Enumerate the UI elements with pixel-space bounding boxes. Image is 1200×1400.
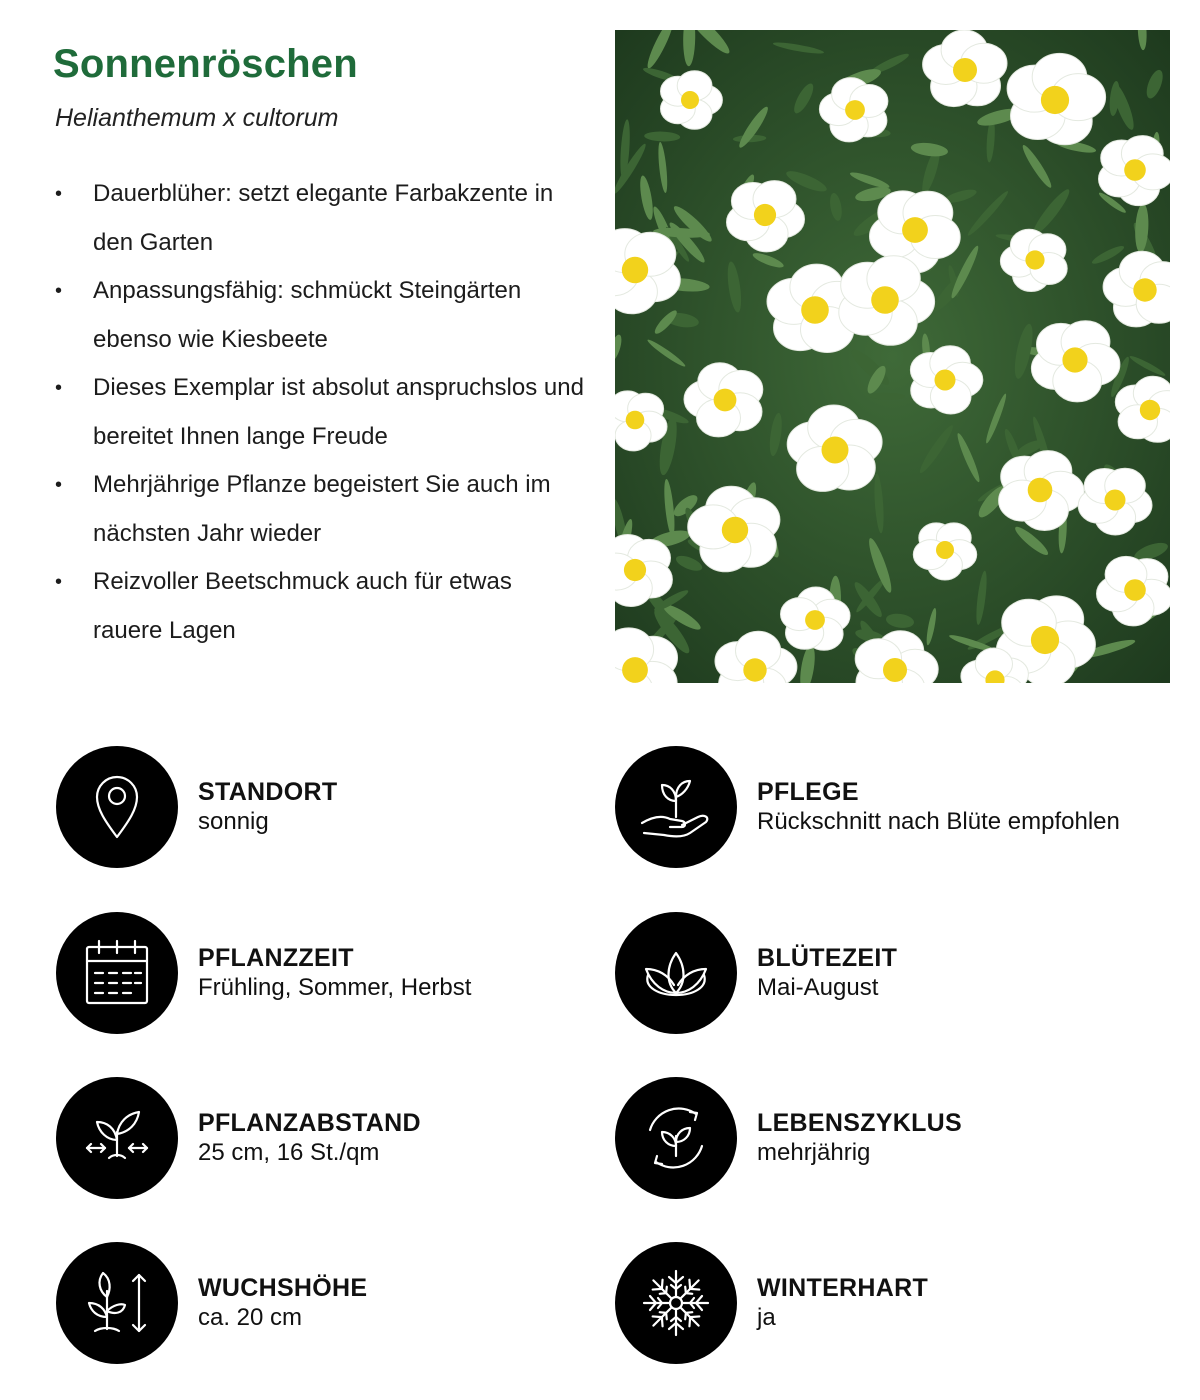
seedling-hand-icon (615, 746, 737, 868)
flower-center (622, 257, 648, 283)
info-label: PFLANZABSTAND (198, 1109, 421, 1137)
flower-center (822, 437, 849, 464)
flower-center (871, 286, 899, 314)
info-label: STANDORT (198, 778, 338, 806)
feature-text: Dieses Exemplar ist absolut anspruchslos und bereitet Ihnen lange Freude (93, 374, 584, 450)
flower-center (1133, 278, 1156, 301)
latin-name: Helianthemum x cultorum (55, 104, 339, 132)
flower-center (902, 217, 928, 243)
bullet-icon: • (55, 280, 63, 302)
product-photo (615, 30, 1170, 683)
info-value: ca. 20 cm (198, 1304, 303, 1331)
info-value: ja (757, 1304, 776, 1331)
calendar-icon (56, 912, 178, 1034)
flower-center (626, 411, 645, 430)
flower-center (1105, 490, 1126, 511)
feature-item (55, 364, 585, 461)
info-value: Frühling, Sommer, Herbst (198, 974, 472, 1001)
lotus-flower-icon (615, 912, 737, 1034)
bullet-icon: • (55, 571, 63, 593)
flower-center (883, 658, 907, 682)
info-label: LEBENSZYKLUS (757, 1109, 963, 1137)
bullet-icon: • (55, 183, 63, 205)
flower-center (1140, 400, 1160, 420)
snowflake-icon (615, 1242, 737, 1364)
bullet-icon: • (55, 474, 63, 496)
info-bluetezeit (615, 912, 897, 1034)
feature-item (55, 558, 585, 655)
info-value: sonnig (198, 808, 269, 835)
info-value: Rückschnitt nach Blüte empfohlen (757, 808, 1120, 835)
flower-center (805, 610, 825, 630)
flower-center (1028, 478, 1053, 503)
flower-center (935, 370, 956, 391)
feature-item (55, 461, 585, 558)
info-value: mehrjährig (757, 1139, 871, 1166)
location-pin-icon (56, 746, 178, 868)
feature-text: Reizvoller Beetschmuck auch für etwas rauere Lagen (93, 568, 512, 644)
flower-center (953, 58, 977, 82)
info-label: PFLEGE (757, 778, 859, 806)
info-value: 25 cm, 16 St./qm (198, 1139, 380, 1166)
info-standort (56, 746, 337, 868)
flower-center (1025, 250, 1044, 269)
flower-center (681, 91, 699, 109)
info-label: WUCHSHÖHE (198, 1274, 368, 1302)
flower-center (622, 657, 648, 683)
info-pflege (615, 746, 1120, 868)
info-lebenszyklus (615, 1077, 962, 1199)
flower-photo-illustration (615, 30, 1170, 683)
flower-center (754, 204, 776, 226)
info-pflanzabstand (56, 1077, 421, 1199)
feature-text: Dauerblüher: setzt elegante Farbakzente in den Garten (93, 180, 554, 256)
feature-list (55, 170, 585, 655)
flower-center (714, 389, 737, 412)
feature-text: Anpassungsfähig: schmückt Steingärten ebenso wie Kiesbeete (93, 277, 522, 353)
flower-center (1124, 579, 1146, 601)
plant-spacing-icon (56, 1077, 178, 1199)
feature-item (55, 267, 585, 364)
info-label: PFLANZZEIT (198, 944, 354, 972)
life-cycle-icon (615, 1077, 737, 1199)
flower-center (1041, 86, 1069, 114)
plant-height-icon (56, 1242, 178, 1364)
flower-center (743, 658, 766, 681)
info-wuchshoehe (56, 1242, 367, 1364)
flower-center (1062, 347, 1087, 372)
flower-center (624, 559, 646, 581)
info-value: Mai-August (757, 974, 879, 1001)
flower-center (801, 296, 829, 324)
info-winterhart (615, 1242, 928, 1364)
info-label: WINTERHART (757, 1274, 929, 1302)
flower-center (722, 517, 748, 543)
flower-center (845, 100, 865, 120)
flower-center (1031, 626, 1059, 654)
info-label: BLÜTEZEIT (757, 944, 898, 972)
page-title: Sonnenröschen (53, 42, 358, 86)
feature-text: Mehrjährige Pflanze begeistert Sie auch im nächsten Jahr wieder (93, 471, 551, 547)
flower-center (1124, 159, 1146, 181)
flower-center (936, 541, 954, 559)
feature-item (55, 170, 585, 267)
info-pflanzzeit (56, 912, 471, 1034)
bullet-icon: • (55, 377, 63, 399)
